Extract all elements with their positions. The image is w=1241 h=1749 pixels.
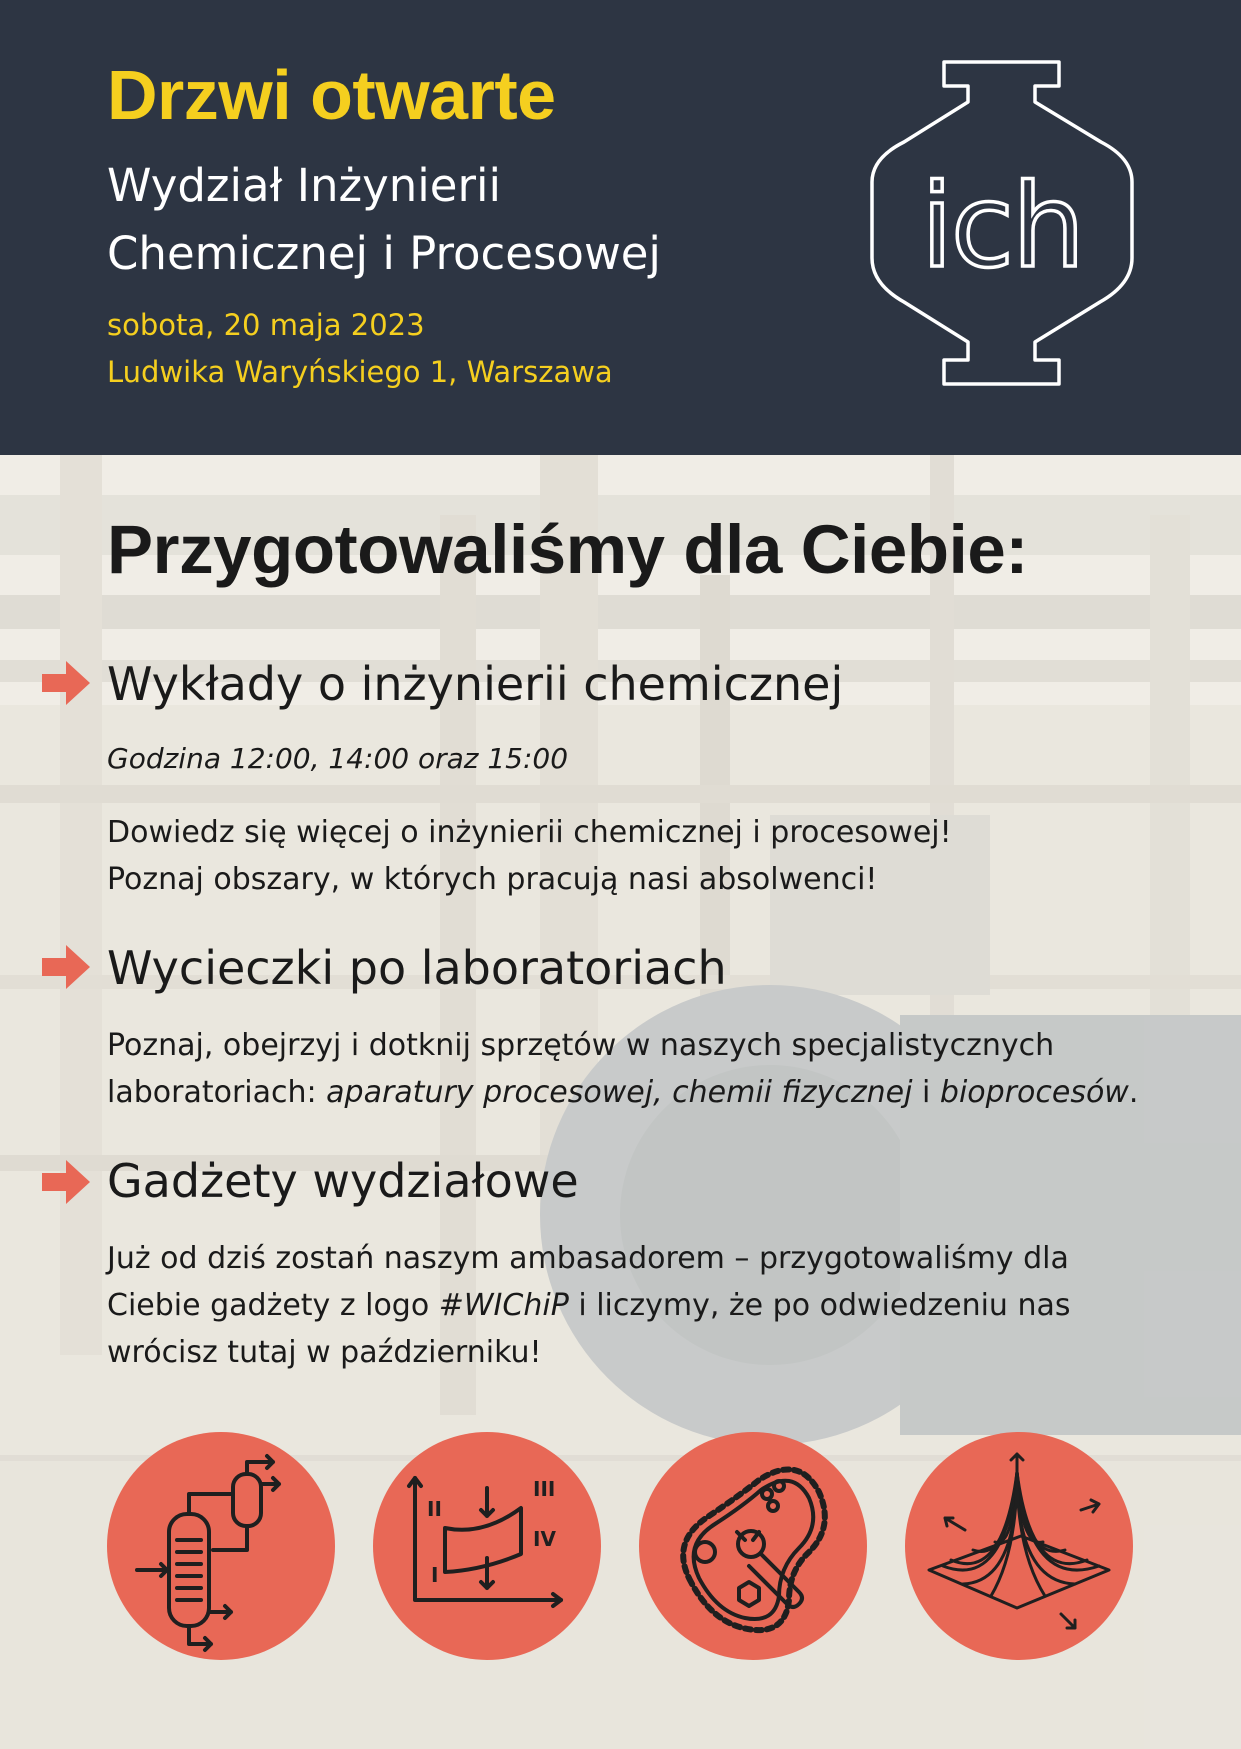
diagram-label-ii: II	[427, 1497, 442, 1521]
arrow-right-icon	[42, 945, 90, 989]
lab-tours-line2-suffix: .	[1128, 1075, 1139, 1110]
lectures-description-line1: Dowiedz się więcej o inżynierii chemicznej i procesowej!	[107, 815, 952, 850]
lecture-times: Godzina 12:00, 14:00 oraz 15:00	[107, 742, 569, 775]
faculty-name-line1: Wydział Inżynierii	[107, 159, 501, 212]
offer-heading: Przygotowaliśmy dla Ciebie:	[107, 511, 1028, 588]
logo-lettering: ich	[920, 160, 1084, 294]
gadgets-line2-suffix: i liczymy, że po odwiedzeniu nas	[568, 1288, 1071, 1323]
gadgets-description-line3: wrócisz tutaj w październiku!	[107, 1335, 542, 1370]
distillation-column-icon	[107, 1432, 335, 1660]
faculty-name-line2: Chemicznej i Procesowej	[107, 227, 661, 280]
lectures-description-line2: Poznaj obszary, w których pracują nasi absolwenci!	[107, 862, 878, 897]
section-title-gadgets: Gadżety wydziałowe	[107, 1154, 579, 1208]
diagram-label-i: I	[431, 1563, 439, 1587]
gadgets-description-line1: Już od dziś zostań naszym ambasadorem – przygotowaliśmy dla	[107, 1241, 1069, 1276]
arrow-right-icon	[42, 1160, 90, 1204]
bacterium-gear-icon	[639, 1432, 867, 1660]
lab-tours-description-line2	[107, 1069, 1138, 1116]
process-chart-icon	[373, 1432, 601, 1660]
gadgets-description	[107, 1235, 1071, 1376]
diagram-label-iii: III	[533, 1477, 556, 1501]
lab-tours-line2-mid: i	[912, 1075, 940, 1110]
hashtag-italic: #WIChiP	[438, 1288, 569, 1323]
header-banner	[0, 0, 1241, 455]
lab-tours-description	[107, 1022, 1138, 1116]
gadgets-description-line2	[107, 1282, 1071, 1329]
lectures-description	[107, 809, 952, 903]
event-info	[107, 302, 613, 396]
event-title: Drzwi otwarte	[107, 56, 556, 134]
faculty-logo	[868, 58, 1136, 386]
arrow-right-icon	[42, 661, 90, 705]
diagram-label-iv: IV	[533, 1527, 556, 1551]
3d-surface-icon	[905, 1432, 1133, 1660]
event-date: sobota, 20 maja 2023	[107, 308, 425, 342]
event-address: Ludwika Waryńskiego 1, Warszawa	[107, 355, 613, 389]
lab-tours-line2-prefix: laboratoriach:	[107, 1075, 327, 1110]
lab-names-italic: aparatury procesowej, chemii fizycznej	[326, 1075, 913, 1110]
lab-tours-description-line1: Poznaj, obejrzyj i dotknij sprzętów w naszych specjalistycznych	[107, 1028, 1055, 1063]
bioprocess-italic: bioprocesów	[939, 1075, 1129, 1110]
section-title-lab-tours: Wycieczki po laboratoriach	[107, 941, 727, 995]
gadgets-line2-prefix: Ciebie gadżety z logo	[107, 1288, 439, 1323]
faculty-name	[107, 152, 661, 288]
section-title-lectures: Wykłady o inżynierii chemicznej	[107, 657, 844, 711]
